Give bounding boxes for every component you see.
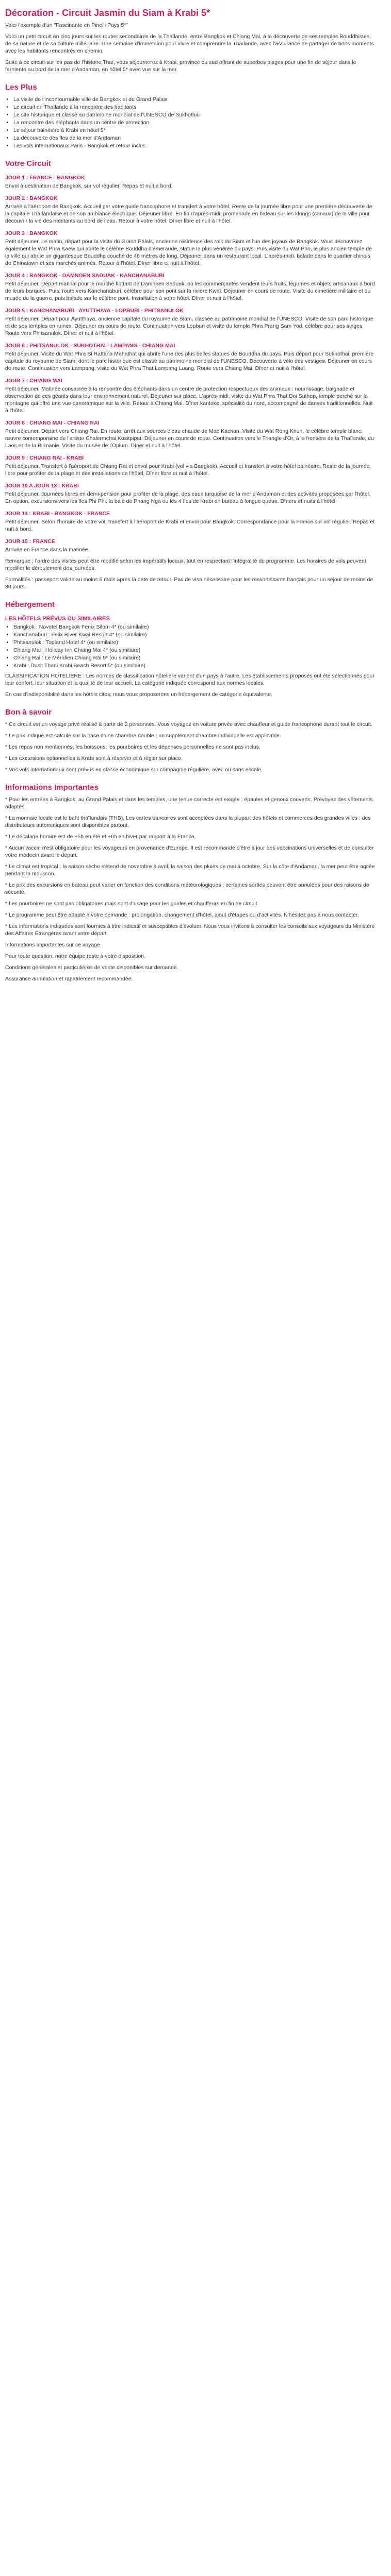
informations-paragraphs (5, 796, 376, 937)
information-paragraph: * Les pourboires ne sont pas obligatoires mais sont d'usage pour les guides et chauffeurs en fin de circuit. (5, 901, 259, 907)
intro-paragraphs (5, 33, 376, 73)
day-heading: JOUR 3 : BANGKOK (5, 230, 58, 236)
day-heading: JOUR 9 : CHIANG RAI - KRABI (5, 455, 84, 461)
points-forts-item: • La découverte des îles de la mer d'Andaman (13, 134, 376, 142)
day-heading: JOUR 14 : KRABI - BANGKOK - FRANCE (5, 511, 110, 517)
day-block (5, 342, 376, 372)
page (0, 0, 381, 991)
points-forts-item: • Les vols internationaux Paris - Bangkok et retour inclus (13, 142, 376, 149)
hotel-list (5, 623, 376, 669)
day-heading: JOUR 1 : FRANCE - BANGKOK (5, 175, 85, 181)
day-block (5, 377, 376, 414)
day-block (5, 482, 376, 505)
day-description: Petit déjeuner. Départ vers Chiang Rai. En route, arrêt aux sources d'eau chaude de Mae Kachan. Visite du Wat Rong Khun, le célèbre temple blanc, œuvre contemporaine de l'artiste Chalermchai Kositpipat. Déjeuner en cours de route. Continuation vers le Triangle d'Or, à la frontière de la Thaïlande, du Laos et de la Birmanie. Visite du musée de l'Opium. Dîner et nuit à l'hôtel. (5, 428, 374, 449)
day-description: Petit déjeuner. Transfert à l'aéroport de Chiang Rai et envol pour Krabi (vol via Bangkok). Accueil et transfert à votre hôtel balnéaire. Reste de la journée libre pour profiter de la plage et des installations de l'hôtel. Dîner libre et nuit à l'hôtel. (5, 463, 370, 477)
day-description: Petit déjeuner. Départ pour Ayutthaya, ancienne capitale du royaume de Siam, classée au patrimoine mondial de l'UNESCO. Visite de son parc historique et de ses temples en ruines. Déjeuner en cours de route. Continuation vers Lopburi et visite du temple Phra Prang Sam Yod, célèbre pour ses singes. Route vers Phitsanulok. Dîner et nuit à l'hôtel. (5, 316, 373, 336)
hotel-item: • Chiang Rai : Le Méridien Chiang Rai 5* (ou similaire) (13, 654, 376, 662)
itinerary-note: Formalités : passeport valide au moins 6 mois après la date de retour. Pas de visa nécessaire pour les ressortissants français pour un séjour de moins de 30 jours. (5, 577, 373, 590)
closing-line: Informations importantes sur ce voyage (5, 942, 100, 948)
day-block (5, 419, 376, 449)
day-block (5, 538, 376, 553)
bon-a-savoir-paragraphs (5, 721, 376, 773)
information-paragraph: * Le programme peut être adapté à votre demande : prolongation, changement d'hôtel, ajout d'étapes ou d'activités. N'hésitez pas à nous contacter. (5, 912, 359, 918)
hotel-item: • Phitsanulok : Topland Hotel 4* (ou similaire) (13, 639, 376, 646)
hebergement-paragraph: En cas d'indisponibilité dans les hôtels cités, nous vous proposerons un hébergement de catégorie équivalente. (5, 691, 273, 698)
page-title: Décoration - Circuit Jasmin du Siam à Krabi 5* (5, 8, 210, 18)
day-description: Petit déjeuner. Selon l'horaire de votre vol, transfert à l'aéroport de Krabi et envol pour Bangkok. Correspondance pour la France sur vol régulier. Repas et nuit à bord. (5, 519, 375, 532)
day-heading: JOUR 4 : BANGKOK - DAMNOEN SADUAK - KANCHANABURI (5, 273, 165, 279)
information-paragraph: * Le prix des excursions en bateau peut varier en fonction des conditions météorologiques ; certaines sorties peuvent être annulées pour des raisons de sécurité. (5, 882, 369, 895)
points-forts-item: • Le site historique et classé au patrimoine mondial de l'UNESCO de Sukhothai (13, 111, 376, 118)
information-paragraph: * Le décalage horaire est de +5h en été et +6h en hiver par rapport à la France. (5, 834, 196, 840)
day-heading: JOUR 6 : PHITSANULOK - SUKHOTHAI - LAMPANG - CHIANG MAI (5, 343, 175, 349)
informations-heading: Informations Importantes (5, 783, 99, 792)
day-block (5, 272, 376, 302)
points-forts-heading: Les Plus (5, 83, 37, 92)
intro-paragraph: Suite à ce circuit sur les pas de l'histoire Thaï, vous séjournerez à Krabi, province du sud offrant de superbes plages pour une fin de séjour dans le farniente au bord de la mer d'Andaman, en hôtel 5* avec vue sur la mer. (5, 59, 356, 73)
information-paragraph: * Le climat est tropical : la saison sèche s'étend de novembre à avril, la saison des pluies de mai à octobre. Sur la côte d'Andaman, la mer peut être agitée pendant la mousson. (5, 863, 375, 877)
day-heading: JOUR 10 A JOUR 13 : KRABI (5, 483, 79, 489)
day-heading: JOUR 15 : FRANCE (5, 538, 55, 545)
intro-line: Voici l'exemple d'un "Fascinante en Pinelli Pays 5*" (5, 22, 128, 28)
day-heading: JOUR 5 : KANCHANABURI - AYUTTHAYA - LOPBURI - PHITSANULOK (5, 308, 184, 314)
information-paragraph: * Aucun vaccin n'est obligatoire pour les voyageurs en provenance d'Europe. Il est recommandé d'être à jour des vaccinations universelles et de consulter votre médecin avant le départ. (5, 845, 374, 858)
day-block (5, 510, 376, 533)
bon-a-savoir-paragraph: * Les repas non mentionnés, les boissons, les pourboires et les dépenses personnelles ne sont pas inclus. (5, 744, 260, 750)
closing-line: Assurance annulation et rapatriement recommandée. (5, 976, 133, 982)
hebergement-paragraphs (5, 672, 376, 698)
hotel-item: • Krabi : Dusit Thani Krabi Beach Resort 5* (ou similaire) (13, 662, 376, 669)
day-block (5, 195, 376, 225)
bon-a-savoir-paragraph: * Le prix indiqué est calculé sur la base d'une chambre double ; un supplément chambre individuelle est applicable. (5, 733, 281, 739)
day-heading: JOUR 7 : CHIANG MAI (5, 378, 62, 384)
itinerary-note: Remarque : l'ordre des visites peut être modifié selon les impératifs locaux, tout en respectant l'intégralité du programme. Les horaires de vols peuvent modifier le déroulement des journées. (5, 558, 366, 571)
day-block (5, 307, 376, 337)
hotel-item: • Chiang Mai : Holiday Inn Chiang Mai 4* (ou similaire) (13, 647, 376, 654)
closing-line: Pour toute question, notre équipe reste à votre disposition. (5, 953, 146, 959)
hebergement-heading: Hébergement (5, 600, 55, 609)
bon-a-savoir-paragraph: * Les excursions optionnelles à Krabi sont à réserver et à régler sur place. (5, 755, 183, 761)
points-forts-item: • La visite de l'incontournable ville de Bangkok et du Grand Palais (13, 96, 376, 103)
day-description: Arrivée en France dans la matinée. (5, 547, 90, 553)
after-days (5, 557, 376, 590)
bon-a-savoir-heading: Bon à savoir (5, 708, 52, 717)
closing (5, 941, 376, 982)
day-description: Envol à destination de Bangkok, sur vol régulier. Repas et nuit à bord. (5, 183, 173, 189)
closing-line: Conditions générales et particulières de vente disponibles sur demande. (5, 964, 178, 971)
points-forts-item: • Le séjour balnéaire à Krabi en hôtel 5* (13, 127, 376, 134)
day-block (5, 454, 376, 477)
information-paragraph: * Les informations indiquées sont fournies à titre indicatif et susceptibles d'évoluer. Nous vous invitons à consulter les conseils aux voyageurs du Ministère des Affaires Étrangères avant votre départ. (5, 923, 375, 937)
day-block (5, 174, 376, 190)
bon-a-savoir-paragraph: * Ce circuit est un voyage privé réalisé à partir de 2 personnes. Vous voyagez en voiture privée avec chauffeur et guide francophone durant tout le circuit. (5, 721, 372, 727)
hotel-item: • Bangkok : Novotel Bangkok Fenix Silom 4* (ou similaire) (13, 623, 376, 631)
day-description: Petit déjeuner. Départ matinal pour le marché flottant de Damnoen Saduak, où les commerçantes vendent leurs fruits, légumes et objets artisanaux à bord de leurs barques. Puis, route vers Kanchanaburi, célèbre pour son pont sur la rivière Kwaï. Déjeuner en cours de route. Visite du cimetière militaire et du musée de la guerre, puis balade sur le célèbre pont. Installation à votre hôtel. Dîner et nuit à l'hôtel. (5, 281, 375, 301)
hotel-item: • Kanchanaburi : Felix River Kwai Resort 4* (ou similaire) (13, 631, 376, 638)
points-forts-item: • La rencontre des éléphants dans un centre de protection (13, 119, 376, 126)
day-description: Petit déjeuner. Matinée consacrée à la rencontre des éléphants dans un centre de protection respectueux des animaux : nourrissage, baignade et observation de ces géants dans leur environnement naturel. Déjeuner sur place. L'après-midi, visite du Wat Phra That Doi Suthep, temple perché sur la montagne qui offre une vue panoramique sur la ville. Retour à Chiang Mai. Dîner kantoke, spécialité du nord, accompagné de danses traditionnelles. Nuit à l'hôtel. (5, 386, 373, 414)
intro-paragraph: Voici un petit circuit en cinq jours sur les routes secondaires de la Thaïlande, entre Bangkok et Chiang Mai, à la découverte de ses temples Bouddhistes, de sa nature et de sa culture millénaire. Une semaine d'immersion pour vivre et comprendre la Thaïlande, avec l'assurance de partager de bons moments avec les habitants rencontrés en chemin. (5, 33, 374, 54)
day-block (5, 230, 376, 267)
votre-circuit-heading: Votre Circuit (5, 159, 51, 168)
points-forts-list (5, 96, 376, 149)
information-paragraph: * Pour les entrées à Bangkok, au Grand Palais et dans les temples, une tenue correcte est exigée : épaules et genoux couverts. Prévoyez des vêtements adaptés. (5, 796, 373, 810)
bon-a-savoir-paragraph: * Vos vols internationaux sont prévus en classe économique sur compagnie régulière, avec ou sans escale. (5, 767, 263, 773)
day-description: Petit déjeuner. Visite du Wat Phra Si Rattana Mahathat qui abrite l'une des plus belles statues de Bouddha du pays. Puis départ pour Sukhothai, première capitale du royaume de Siam, dont le parc historique est classé au patrimoine mondial de l'UNESCO. Découverte à vélo des vestiges. Déjeuner en cours de route. Continuation vers Lampang, visite du Wat Phra That Lampang Luang. Route vers Chiang Mai. Dîner et nuit à l'hôtel. (5, 351, 374, 371)
information-paragraph: * La monnaie locale est le baht thaïlandais (THB). Les cartes bancaires sont acceptées dans la plupart des hôtels et commerces des grandes villes ; des distributeurs automatiques sont disponibles partout. (5, 815, 371, 828)
day-description: Petit déjeuner. Journées libres en demi-pension pour profiter de la plage, des eaux turquoise de la mer d'Andaman et des activités proposées par l'hôtel. En option, excursions vers les îles Phi Phi, la baie de Phang Nga ou les 4 îles de Krabi en bateau à longue queue. Dîners et nuits à l'hôtel. (5, 491, 370, 504)
day-heading: JOUR 8 : CHIANG MAI - CHIANG RAI (5, 420, 100, 426)
day-description: Petit déjeuner. Le matin, départ pour la visite du Grand Palais, ancienne résidence des rois du Siam et l'un des joyaux de Bangkok. Vous découvrirez également le Wat Phra Kaew qui abrite le célèbre Bouddha d'émeraude, statue la plus vénérée du pays. Puis visite du Wat Pho, le plus ancien temple de la ville qui abrite un gigantesque Bouddha couché de 46 mètres de long. Déjeuner dans un restaurant local. L'après-midi, balade dans le quartier chinois de Chinatown et ses marchés animés. Retour à l'hôtel. Dîner libre et nuit à l'hôtel. (5, 239, 372, 266)
hebergement-subheading: LES HÔTELS PRÉVUS OU SIMILAIRES (5, 616, 110, 622)
day-description: Arrivée à l'aéroport de Bangkok. Accueil par votre guide francophone et transfert à votre hôtel. Reste de la journée libre pour une première découverte de la capitale Thaïlandaise et de son ambiance électrique. Déjeuner libre. En fin d'après-midi, promenade en bateau sur les klongs (canaux) de la ville pour découvrir la vie des habitants au bord de l'eau. Retour à votre hôtel. Dîner libre et nuit à l'hôtel. (5, 204, 372, 224)
hebergement-paragraph: CLASSIFICATION HOTELIERE : Les normes de classification hôtelière varient d'un pays à l'autre. Les établissements proposés ont été sélectionnés pour leur confort, leur situation et la qualité de leur accueil. La catégorie indiquée correspond aux normes locales. (5, 673, 374, 686)
itinerary (5, 174, 376, 553)
day-heading: JOUR 2 : BANGKOK (5, 195, 58, 201)
points-forts-item: • Le circuit en Thaïlande à la rencontre des habitants (13, 104, 376, 111)
